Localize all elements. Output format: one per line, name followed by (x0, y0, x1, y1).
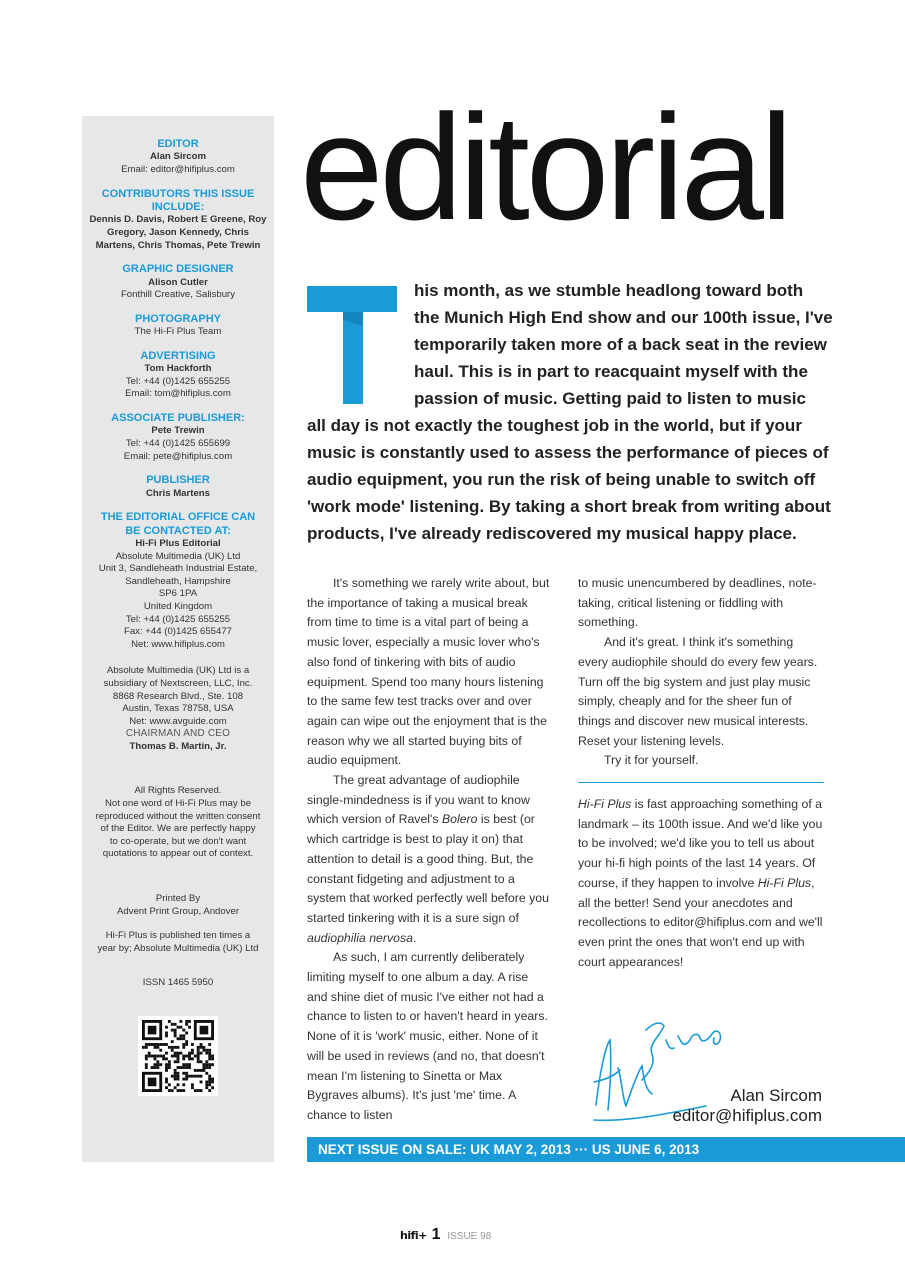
body-paragraph: As such, I am currently deliberately limiting myself to one album a day. A rise and shine diet of music I've either not had a chance to listen to or haven't heard in years. None of it is 'work' music, either. None of it will be used in reviews (and no, that doesn't mean I'm listening to Sinetta or Max Bygraves albums). It's just 'me' time. A chance to listen (307, 950, 548, 1122)
section-heading: PUBLISHER (146, 474, 210, 487)
intro-line: products, I've already rediscovered my musical happy place. (307, 524, 797, 543)
photography-section (82, 313, 274, 339)
rights-line: of the Editor. We are perfectly happy (100, 823, 256, 835)
office-line: Unit 3, Sandleheath Industrial Estate, (98, 563, 258, 575)
editor-email: Email: editor@hifiplus.com (121, 164, 235, 175)
intro-paragraph (307, 277, 833, 547)
signature-email[interactable]: editor@hifiplus.com (672, 1106, 822, 1125)
section-heading: EDITOR (157, 138, 199, 150)
intro-line: his month, as we stumble headlong toward both (414, 281, 804, 300)
hifi-logo: hifi+ (400, 1229, 427, 1242)
designer-company: Fonthill Creative, Salisbury (120, 289, 236, 301)
parent-line: Absolute Multimedia (UK) Ltd is a (106, 665, 250, 677)
signature-name: Alan Sircom (730, 1086, 822, 1105)
advertising-email: Email: tom@hifiplus.com (125, 388, 231, 400)
body-column-2 (578, 574, 824, 972)
ceo-name: Thomas B. Martin, Jr. (129, 740, 227, 752)
contributors-names: Dennis D. Davis, Robert E Greene, Roy Gregory, Jason Kennedy, Chris Martens, Chris Thomas, Pete Trewin (89, 214, 267, 251)
body-paragraph: to music unencumbered by deadlines, note-taking, critical listening or fiddling with something. (578, 576, 817, 630)
office-line: United Kingdom (143, 600, 213, 612)
body-paragraph: It's something we rarely write about, but the importance of taking a musical break from time to time is a vital part of being a music lover, especially a music lover who's also fond of tinkering with bits of audio equipment. Spend too many hours listening to the same few test tracks over and over again can wipe out the enjoyment that is the reason why we all started buying bits of audio equipment. (307, 576, 550, 768)
page-title: editorial (300, 83, 790, 251)
section-heading: CONTRIBUTORS THIS ISSUE INCLUDE: (101, 187, 255, 213)
body-column-1 (307, 574, 552, 1126)
intro-line: passion of music. Getting paid to listen to music (414, 389, 806, 408)
printed-line: Printed By (155, 893, 201, 905)
intro-line: haul. This is in part to reacquaint myself with the (414, 362, 808, 381)
section-heading: THE EDITORIAL OFFICE CAN BE CONTACTED AT: (100, 511, 256, 537)
next-issue-banner: NEXT ISSUE ON SALE: UK MAY 2, 2013 ··· US JUNE 6, 2013 (307, 1137, 905, 1162)
intro-line: all day is not exactly the toughest job in the world, but if your (307, 416, 802, 435)
office-line: Fax: +44 (0)1425 655477 (123, 626, 232, 638)
divider (578, 782, 824, 783)
rights-line: to co-operate, but we don't want (109, 835, 247, 847)
office-section (82, 511, 274, 651)
issn: ISSN 1465 5950 (142, 977, 214, 989)
advertising-name: Tom Hackforth (144, 363, 212, 375)
advertising-tel: Tel: +44 (0)1425 655255 (125, 375, 231, 387)
publisher-section (82, 474, 274, 500)
parent-line: subsidiary of Nextscreen, LLC, Inc. (103, 677, 253, 689)
printed-section (82, 893, 274, 918)
parent-line: Net: www.avguide.com (129, 715, 227, 727)
publisher-name: Chris Martens (146, 487, 210, 499)
intro-line: audio equipment, you run the risk of being unable to switch off (307, 470, 816, 489)
parent-company-section (82, 665, 274, 753)
contributors-section (82, 188, 274, 253)
rights-line: Not one word of Hi-Fi Plus may be (104, 798, 252, 810)
office-line: Tel: +44 (0)1425 655255 (125, 613, 231, 625)
office-line: Net: www.hifiplus.com (131, 638, 225, 650)
photography-credit: The Hi-Fi Plus Team (134, 326, 222, 338)
body-paragraph: The great advantage of audiophile single-mindedness is if you want to know which version of Ravel's Bolero is best (or which cartridge is best to play it on) that attention to detail is a good thing. But, the constant fidgeting and adjustment to a system that worked perfectly well before you started tinkering with it is a sure sign of audiophilia nervosa. (307, 773, 549, 945)
office-line: SP6 1PA (158, 588, 198, 600)
associate-name: Pete Trewin (151, 425, 205, 437)
section-heading: ASSOCIATE PUBLISHER: (111, 411, 245, 424)
associate-tel: Tel: +44 (0)1425 655699 (125, 437, 231, 449)
published-section (82, 930, 274, 955)
published-line: year by; Absolute Multimedia (UK) Ltd (97, 942, 259, 954)
office-line: Sandleheath, Hampshire (125, 575, 231, 587)
printed-line: Advent Print Group, Andover (116, 905, 240, 917)
section-heading: ADVERTISING (140, 349, 216, 362)
qr-code-icon[interactable] (138, 1016, 218, 1096)
qr-code-graphic (142, 1020, 214, 1092)
issue-label: ISSUE 98 (447, 1231, 492, 1242)
body-paragraph: Try it for yourself. (604, 753, 699, 768)
advertising-section (82, 350, 274, 401)
page-footer (400, 1226, 600, 1244)
signature-text (672, 1086, 822, 1126)
editor-section (82, 138, 274, 177)
page-number: 1 (431, 1226, 441, 1243)
designer-section (82, 263, 274, 302)
associate-publisher-section (82, 412, 274, 463)
associate-email: Email: pete@hifiplus.com (123, 450, 233, 462)
editor-name: Alan Sircom (150, 151, 206, 163)
section-heading: PHOTOGRAPHY (135, 312, 221, 325)
ceo-role: CHAIRMAN AND CEO (125, 728, 231, 740)
parent-line: Austin, Texas 78758, USA (122, 703, 234, 715)
section-heading: GRAPHIC DESIGNER (122, 263, 234, 276)
rights-section (82, 785, 274, 861)
intro-line: the Munich High End show and our 100th issue, I've (414, 308, 833, 327)
intro-line: 'work mode' listening. By taking a short break from writing about (307, 497, 831, 516)
designer-name: Alison Cutler (148, 276, 208, 288)
published-line: Hi-Fi Plus is published ten times a (105, 930, 251, 942)
signature-block (578, 1010, 824, 1132)
office-line: Absolute Multimedia (UK) Ltd (115, 550, 241, 562)
masthead-sidebar (82, 116, 274, 1162)
intro-line: temporarily taken more of a back seat in the review (414, 335, 827, 354)
body-paragraph: Hi-Fi Plus is fast approaching something of a landmark – its 100th issue. And we'd like you to be involved; we'd like you to tell us about your hi-fi high points of the last 14 years. Of course, if they happen to involve Hi-Fi Plus, all the better! Send your anecdotes and recollections to editor@hifiplus.com and we'll even print the ones that won't end up with court appearances! (578, 797, 823, 969)
office-name: Hi-Fi Plus Editorial (135, 537, 221, 549)
parent-line: 8868 Research Blvd., Ste. 108 (112, 690, 244, 702)
dropcap-t (307, 286, 397, 404)
rights-line: All Rights Reserved. (134, 785, 222, 797)
body-paragraph: And it's great. I think it's something every audiophile should do every few years. Turn off the big system and just play music simply, cheaply and for the sheer fun of things and discover new musical interests. Reset your listening levels. (578, 635, 818, 748)
intro-line: music is constantly used to assess the performance of pieces of (307, 443, 829, 462)
rights-line: quotations to appear out of context. (102, 848, 254, 860)
rights-line: reproduced without the written consent (95, 810, 261, 822)
